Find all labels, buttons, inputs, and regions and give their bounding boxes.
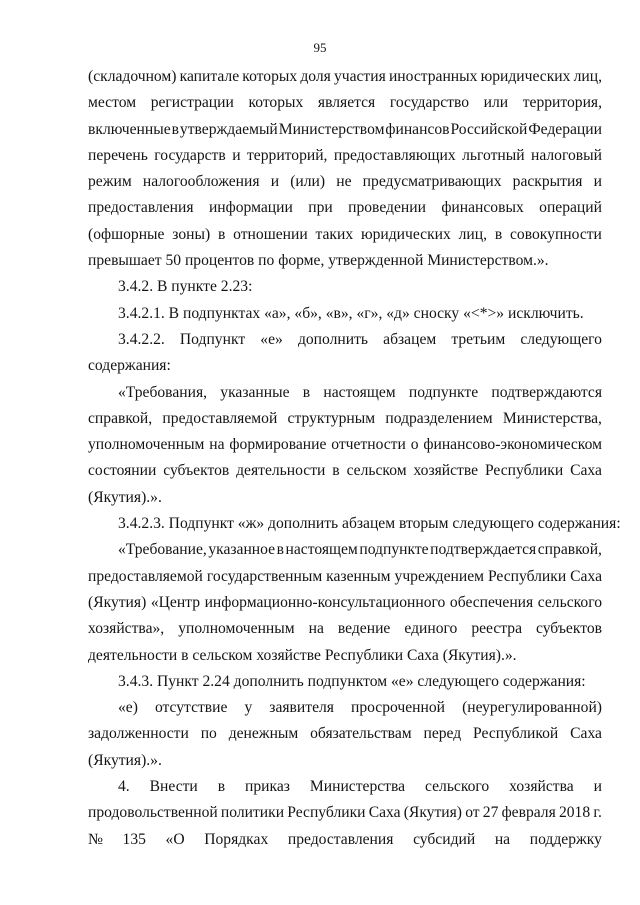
word: Республикой [473,725,559,743]
word: сельском [346,462,407,480]
text-line [88,695,602,721]
word: (или) [290,173,326,191]
line-text: 3.4.2. В пункте 2.23: [118,278,253,296]
text-line [88,564,602,590]
word: которых [242,68,298,85]
text-line [88,669,602,695]
word: 2018 [558,804,591,822]
text-line [88,169,602,195]
word: предоставления [88,199,194,217]
word: у [244,699,253,717]
word: и [593,778,602,796]
word: Министерства, [502,409,602,427]
word: совокупности [510,225,602,243]
word: подпункте [359,541,429,559]
line-text: 3.4.2.1. В подпунктах «а», «б», «в», «г», «д» сноску «<*>» исключить. [118,304,584,322]
word: хозяйства [509,778,574,796]
word: таких [315,225,354,243]
text-line [88,458,602,484]
word: подтверждается [430,541,537,559]
text-line [88,274,602,300]
word: Российской [450,120,528,138]
text-line [88,222,602,248]
text-line [88,774,602,800]
word: предоставления [287,830,394,848]
word: задолженности [88,725,189,743]
word: 135 [122,830,146,848]
word: государственным [206,567,323,585]
word: в [302,383,311,401]
word: справкой, [88,409,153,427]
word: «е) [118,699,138,717]
word: налоговый [531,146,602,164]
word: хозяйства», [88,620,165,638]
text-line [88,616,602,642]
word: не [336,173,352,191]
word: при [308,199,333,217]
word: субъектов [163,462,230,480]
word: приказ [245,778,290,796]
word: зоны) [172,225,211,243]
text-line [88,353,602,379]
word: хозяйстве [413,462,479,480]
word: доля [300,68,331,85]
word: 4. [118,778,130,796]
word: февраля [501,804,556,822]
word: отношении [233,225,308,243]
word: № [88,830,103,848]
word: перед [423,725,462,743]
word: состоянии [88,462,157,480]
line-text: превышает 50 процентов по форме, утвержденной Министерством.». [88,252,549,270]
word: политики [220,804,285,822]
text-line [88,248,602,274]
text-line [88,432,602,458]
word: предоставляющих [333,146,456,164]
word: просроченной [350,699,446,717]
word: настоящем [323,383,396,401]
word: денежным [228,725,299,743]
text-line [88,590,602,616]
line-text: (Якутия).». [88,488,162,506]
word: единого [404,620,458,638]
text-line [88,800,602,826]
word: включенные [88,120,171,138]
word: отсутствие [154,699,228,717]
word: капитале [179,68,240,85]
word: продовольственной [88,804,218,822]
word: «О [165,830,185,848]
word: в [494,225,503,243]
word: (Якутия) [403,804,462,822]
word: финансово-экономическом [423,436,602,454]
word: (Якутия) [88,593,147,611]
word: льготный [462,146,525,164]
word: г. [593,804,602,822]
text-line [88,90,602,116]
word: подпункте [408,383,479,401]
word: государств [154,146,226,164]
word: абзацем [383,330,437,348]
word: справкой, [537,541,602,559]
line-text: деятельности в сельском хозяйстве Республики Саха (Якутия).». [88,646,517,664]
word: лиц, [458,225,488,243]
word: в [217,225,226,243]
text-line [88,721,602,747]
word: деятельности [236,462,326,480]
word: в [171,120,179,138]
word: отчетности [331,436,406,454]
word: Республики [487,567,567,585]
word: сельского [425,778,490,796]
word: Саха [570,725,602,743]
word: Министерства [309,778,406,796]
word: является [317,94,376,112]
word: (складочном) [88,68,177,85]
word: «Требование, [118,541,207,559]
word: Порядках [204,830,269,848]
word: следующего [520,330,602,348]
text-line [88,301,602,327]
word: казенным [326,567,391,585]
word: финансов [385,120,450,138]
word: налогообложения [142,173,260,191]
word: Республики [287,804,366,822]
word: о [410,436,419,454]
word: поддержку [529,830,602,848]
line-text: содержания: [88,357,171,375]
text-line [88,537,602,563]
word: проведении [348,199,426,217]
word: обязательствам [310,725,412,743]
word: «Центр [150,593,200,611]
word: Саха [570,462,602,480]
word: предоставляемой [88,567,203,585]
word: юридических [360,225,451,243]
word: раскрытия [512,173,583,191]
word: и [593,173,602,191]
word: в [276,541,284,559]
line-text: (Якутия).». [88,751,162,769]
word: иностранных [388,68,478,85]
text-line [88,64,602,90]
text-line [88,748,602,774]
word: 27 [482,804,499,822]
word: регистрации [150,94,234,112]
word: «е» [260,330,283,348]
word: режим [88,173,132,191]
line-text: 3.4.3. Пункт 2.24 дополнить подпунктом «е» следующего содержания: [118,672,586,690]
word: территорий, [246,146,328,164]
word: Саха [570,567,602,585]
word: и [270,173,280,191]
word: по [200,725,217,743]
word: указанное [208,541,276,559]
word: утверждаемый [179,120,278,138]
word: структурным [287,409,376,427]
word: в [217,778,226,796]
text-line [88,827,602,853]
word: заявителя [269,699,334,717]
word: Федерации [528,120,602,138]
word: формирование [229,436,327,454]
text-line [88,406,602,432]
word: и [232,146,241,164]
word: участия [333,68,386,85]
text-line [88,511,621,537]
document-body [88,64,621,853]
word: предусматривающих [362,173,502,191]
word: ведение [337,620,391,638]
word: на [308,620,324,638]
word: Министерством [278,120,385,138]
text-line [88,117,602,143]
word: информационно-консультационного [204,593,446,611]
word: уполномоченным [88,436,205,454]
text-line [88,643,602,669]
word: государство [389,94,469,112]
word: Республики [484,462,564,480]
word: сельского [537,593,602,611]
word: операций [539,199,602,217]
text-line [88,485,602,511]
word: лиц, [573,68,602,85]
word: на [209,436,225,454]
word: субсидий [413,830,476,848]
word: уполномоченным [178,620,295,638]
word: перечень [88,146,148,164]
line-text: 3.4.2.3. Подпункт «ж» дополнить абзацем вторым следующего содержания: [118,515,621,533]
text-line [88,195,602,221]
word: (неурегулированной) [462,699,602,717]
word: 3.4.2.2. [118,330,165,348]
word: юридических [480,68,571,85]
word: которых [248,94,304,112]
text-line [88,143,602,169]
word: на [494,830,511,848]
word: Внести [149,778,198,796]
word: территория, [522,94,602,112]
word: подтверждаются [491,383,602,401]
word: (офшорные [88,225,165,243]
word: местом [88,94,137,112]
word: «Требования, [118,383,208,401]
word: реестра [471,620,522,638]
word: Подпункт [179,330,246,348]
word: третьим [451,330,506,348]
word: предоставляемой [162,409,278,427]
word: в [332,462,340,480]
word: субъектов [536,620,602,638]
word: указанные [220,383,290,401]
word: настоящем [285,541,358,559]
word: подразделением [385,409,493,427]
word: дополнить [297,330,369,348]
page-number: 95 [313,40,327,55]
word: Саха [368,804,401,822]
word: информации [208,199,293,217]
text-line [88,380,602,406]
text-line [88,327,602,353]
word: обеспечения [449,593,534,611]
word: или [483,94,509,112]
word: от [465,804,480,822]
word: учреждением [394,567,484,585]
word: финансовых [441,199,524,217]
